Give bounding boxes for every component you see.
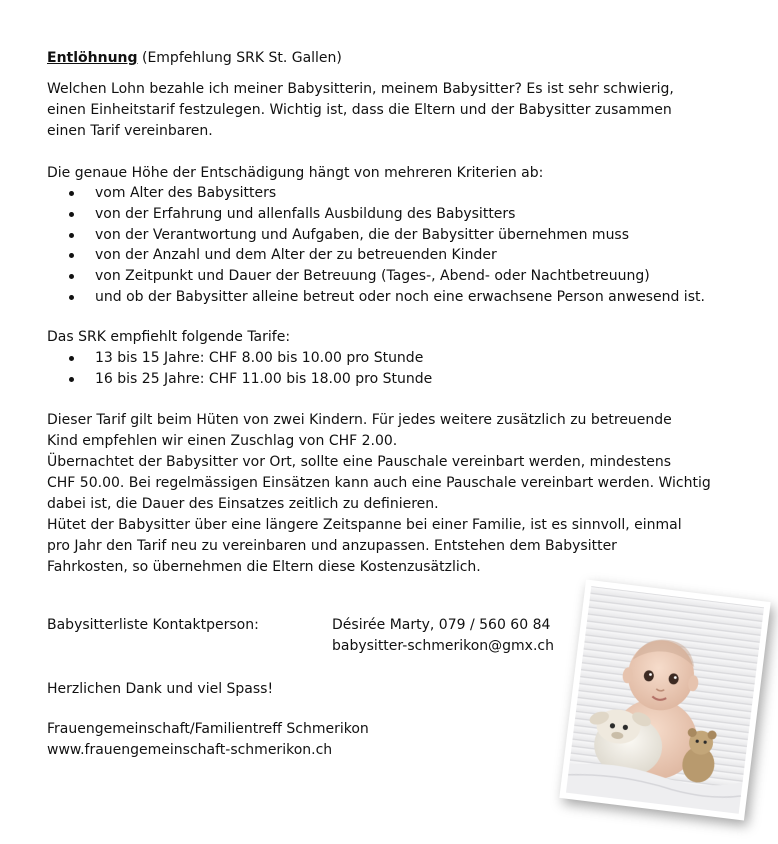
footer xyxy=(47,719,369,761)
criteria-item: von der Anzahl und dem Alter der zu betreuenden Kinder xyxy=(47,245,705,266)
section-subtitle: (Empfehlung SRK St. Gallen) xyxy=(141,50,342,66)
tariffs-list xyxy=(47,348,432,390)
details-line: Hütet der Babysitter über eine längere Zeitspanne bei einer Familie, ist es sinnvoll, einmal xyxy=(47,517,682,533)
criteria-list xyxy=(47,183,705,308)
criteria-item: von Zeitpunkt und Dauer der Betreuung (Tages-, Abend- oder Nachtbetreuung) xyxy=(47,266,705,287)
criteria-item: von der Verantwortung und Aufgaben, die der Babysitter übernehmen muss xyxy=(47,225,705,246)
details-line: CHF 50.00. Bei regelmässigen Einsätzen kann auch eine Pauschale vereinbart werden. Wichtig xyxy=(47,475,711,491)
tariff-item: 13 bis 15 Jahre: CHF 8.00 bis 10.00 pro Stunde xyxy=(47,348,432,369)
details-line: pro Jahr den Tarif neu zu vereinbaren und anzupassen. Entstehen dem Babysitter xyxy=(47,538,617,554)
tariffs-heading: Das SRK empfiehlt folgende Tarife: xyxy=(47,329,291,345)
footer-org: Frauengemeinschaft/Familientreff Schmerikon xyxy=(47,721,369,737)
contact-label: Babysitterliste Kontaktperson: xyxy=(47,617,259,633)
details-line: Dieser Tarif gilt beim Hüten von zwei Kindern. Für jedes weitere zusätzlich zu betreuende xyxy=(47,412,672,428)
criteria-item: und ob der Babysitter alleine betreut oder noch eine erwachsene Person anwesend ist. xyxy=(47,287,705,308)
details-line: Kind empfehlen wir einen Zuschlag von CHF 2.00. xyxy=(47,433,398,449)
thanks-text: Herzlichen Dank und viel Spass! xyxy=(47,681,274,697)
intro-line: einen Einheitstarif festzulegen. Wichtig ist, dass die Eltern und der Babysitter zusammen xyxy=(47,102,672,118)
criteria-item: vom Alter des Babysitters xyxy=(47,183,705,204)
intro-line: einen Tarif vereinbaren. xyxy=(47,123,213,139)
tariff-item: 16 bis 25 Jahre: CHF 11.00 bis 18.00 pro Stunde xyxy=(47,369,432,390)
criteria-item: von der Erfahrung und allenfalls Ausbildung des Babysitters xyxy=(47,204,705,225)
section-title: Entlöhnung xyxy=(47,50,138,66)
footer-url: www.frauengemeinschaft-schmerikon.ch xyxy=(47,742,333,758)
contact-email: babysitter-schmerikon@gmx.ch xyxy=(332,638,554,654)
details-line: Übernachtet der Babysitter vor Ort, sollte eine Pauschale vereinbart werden, mindestens xyxy=(47,454,672,470)
contact-info xyxy=(332,615,554,657)
details-line: Fahrkosten, so übernehmen die Eltern diese Kostenzusätzlich. xyxy=(47,559,481,575)
details-line: dabei ist, die Dauer des Einsatzes zeitlich zu definieren. xyxy=(47,496,439,512)
contact-name-phone: Désirée Marty, 079 / 560 60 84 xyxy=(332,617,551,633)
intro-paragraph xyxy=(47,79,674,142)
baby-photo-image xyxy=(559,579,770,820)
section-heading xyxy=(47,48,342,69)
baby-photo xyxy=(559,579,770,820)
intro-line: Welchen Lohn bezahle ich meiner Babysitterin, meinem Babysitter? Es ist sehr schwierig, xyxy=(47,81,674,97)
details-paragraph xyxy=(47,410,711,578)
criteria-heading: Die genaue Höhe der Entschädigung hängt von mehreren Kriterien ab: xyxy=(47,165,544,181)
